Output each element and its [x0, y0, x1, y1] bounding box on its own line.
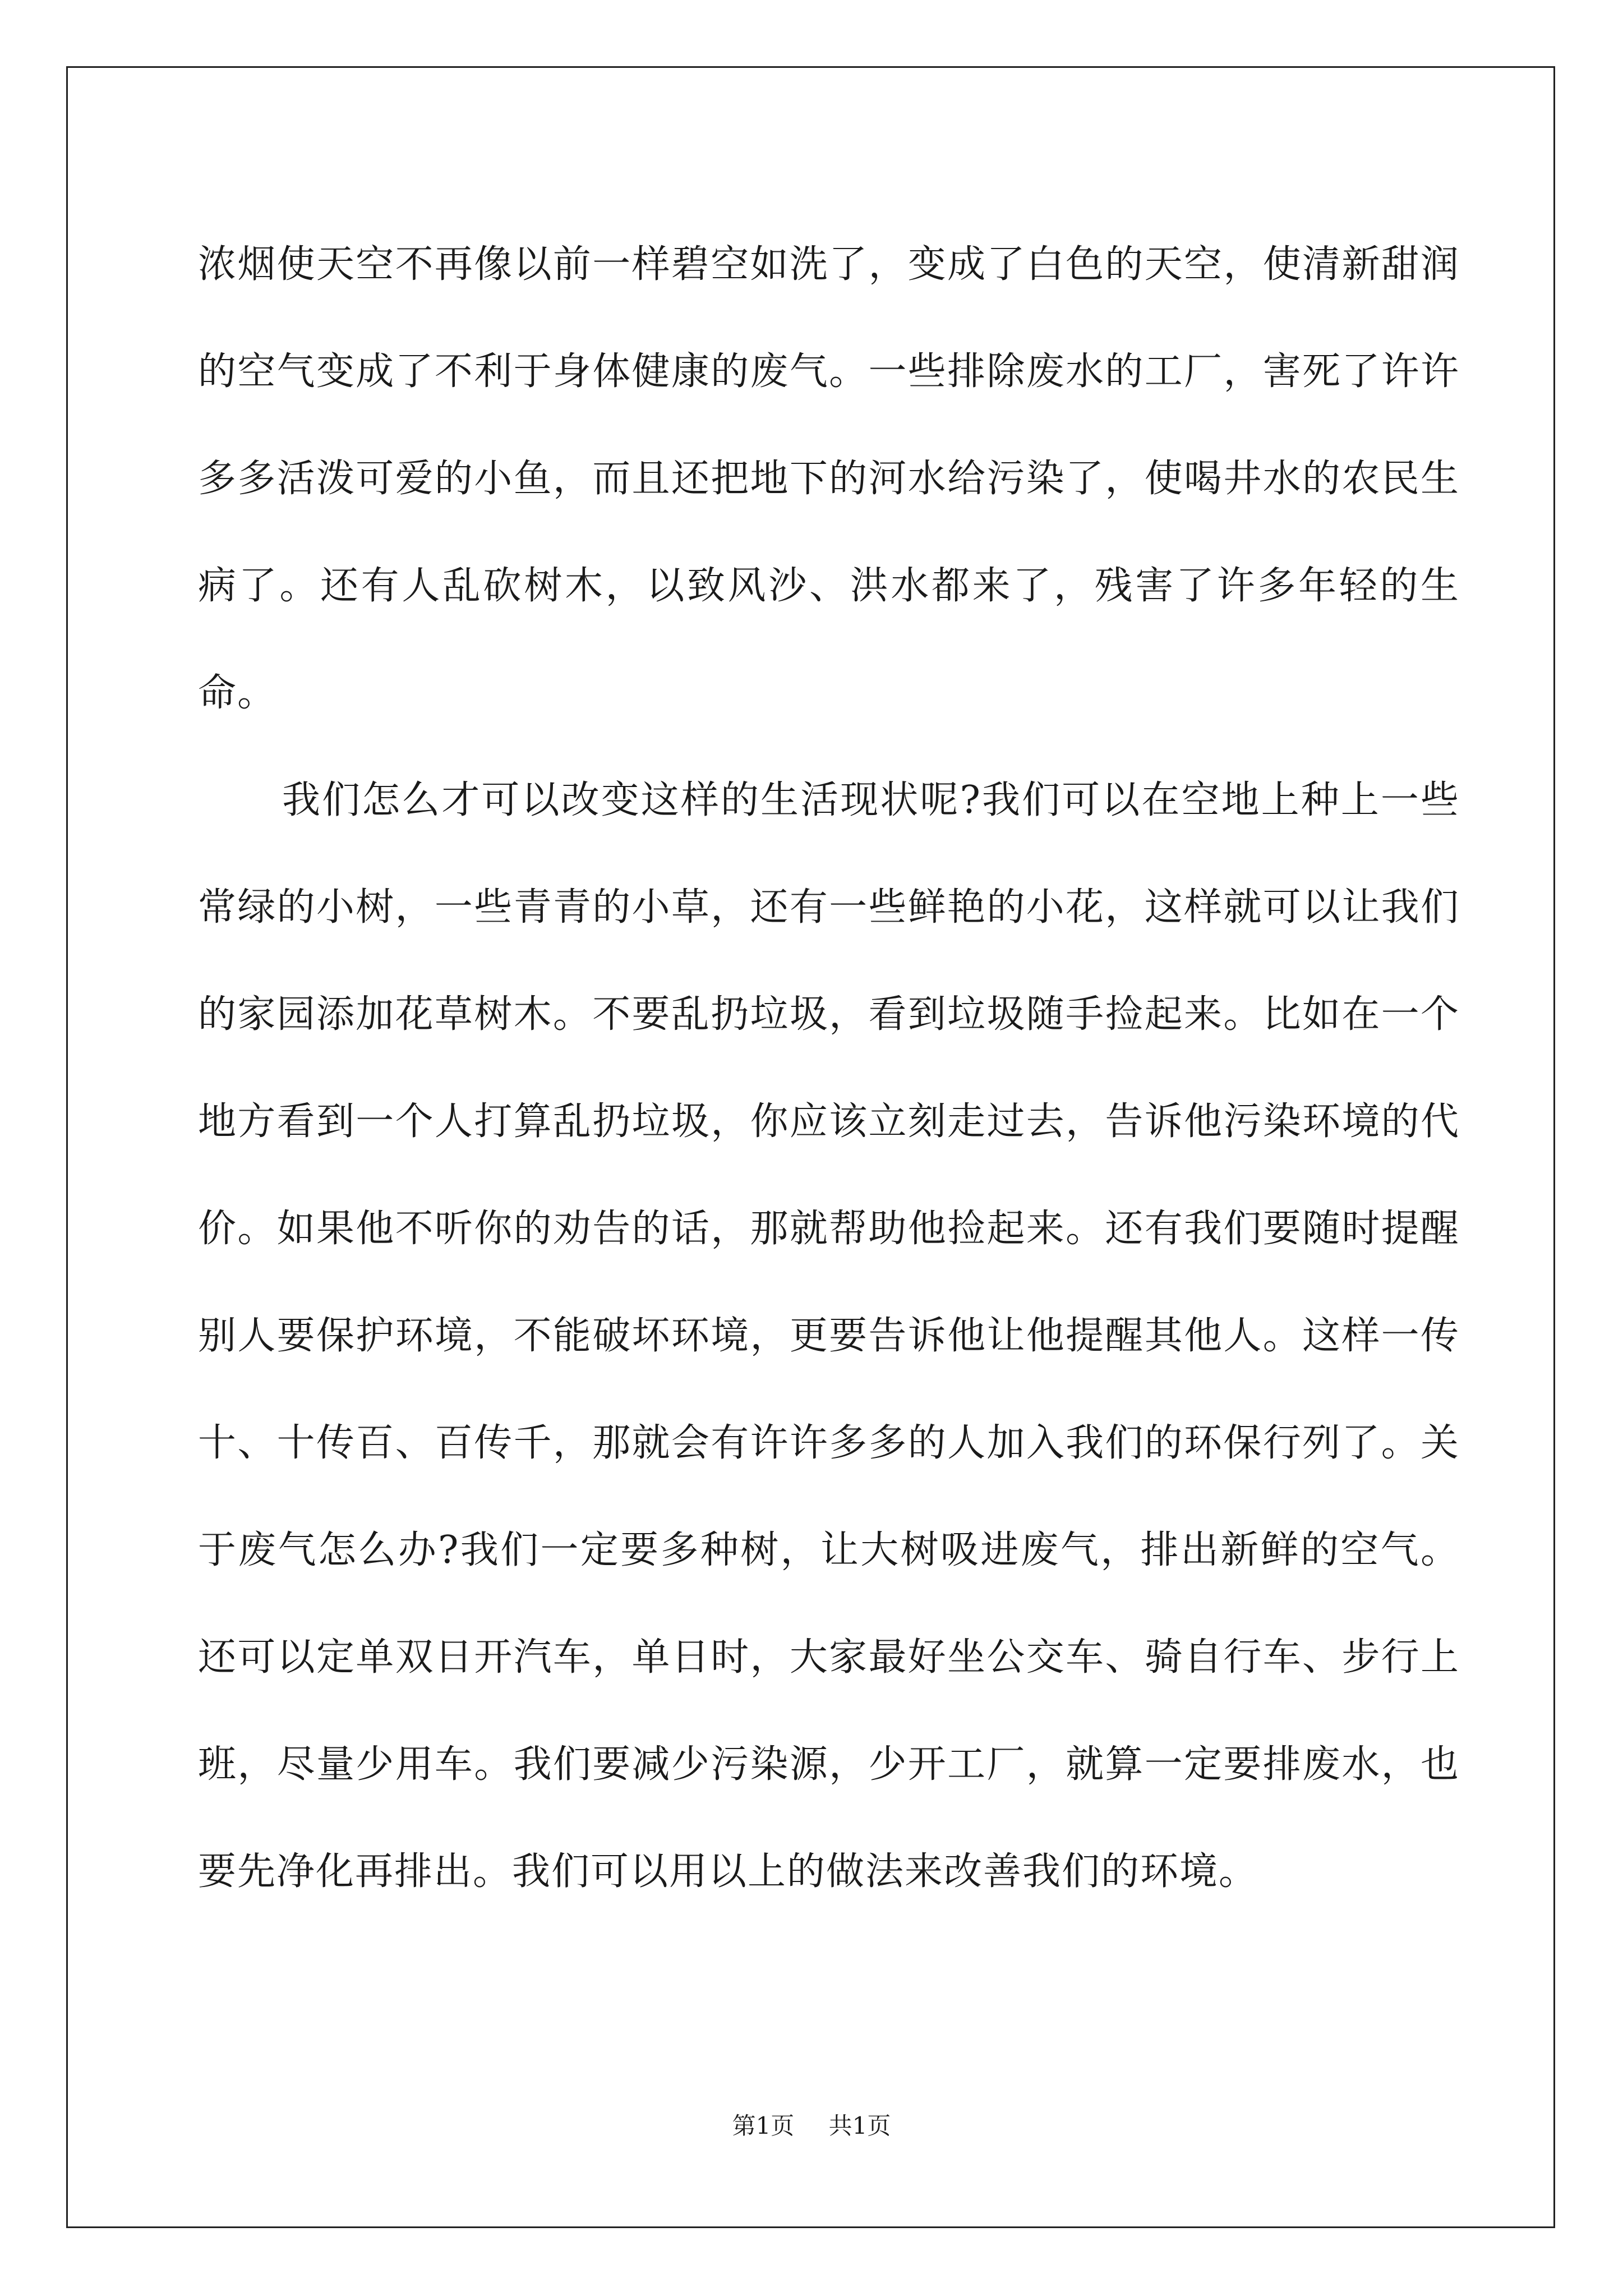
page-footer: [0, 2112, 1623, 2140]
paragraph-1: 浓烟使天空不再像以前一样碧空如洗了，变成了白色的天空，使清新甜润的空气变成了不利于身体健康的废气。一些排除废水的工厂，害死了许许多多活泼可爱的小鱼，而且还把地下的河水给污染了，使喝井水的农民生病了。还有人乱砍树木，以致风沙、洪水都来了，残害了许多年轻的生命。: [198, 242, 1460, 715]
page-number: 第1页: [732, 2112, 795, 2139]
total-pages: 共1页: [828, 2112, 891, 2139]
paragraph-2: 我们怎么才可以改变这样的生活现状呢?我们可以在空地上种上一些常绿的小树，一些青青的小草，还有一些鲜艳的小花，这样就可以让我们的家园添加花草树木。不要乱扔垃圾，看到垃圾随手捡起来。比如在一个地方看到一个人打算乱扔垃圾，你应该立刻走过去，告诉他污染环境的代价。如果他不听你的劝告的话，那就帮助他捡起来。还有我们要随时提醒别人要保护环境，不能破坏环境，更要告诉他让他提醒其他人。这样一传十、十传百、百传千，那就会有许许多多的人加入我们的环保行列了。关于废气怎么办?我们一定要多种树，让大树吸进废气，排出新鲜的空气。还可以定单双日开汽车，单日时，大家最好坐公交车、骑自行车、步行上班，尽量少用车。我们要减少污染源，少开工厂，就算一定要排废水，也要先净化再排出。我们可以用以上的做法来改善我们的环境。: [198, 778, 1460, 1894]
document-body: [198, 211, 1460, 1925]
